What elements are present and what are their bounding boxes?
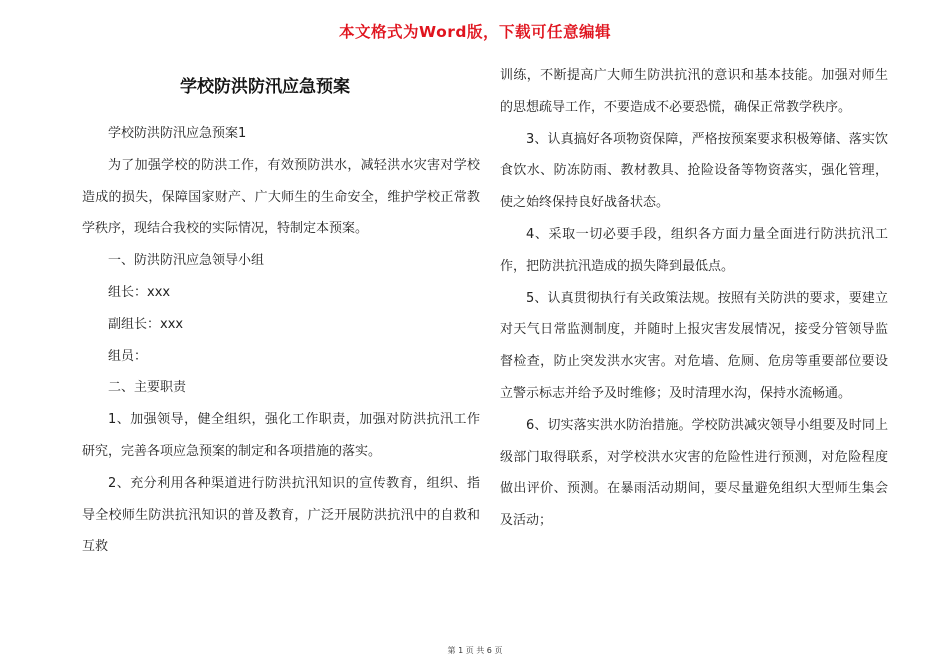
leader-line: 组长：xxx — [108, 284, 171, 300]
section-heading: 二、主要职责 — [108, 380, 187, 396]
continued-paragraph: 训练，不断提高广大师生防洪抗汛的意识和基本技能。加强对师生的思想疏导工作，不要造成不必要恐慌，确保正常教学秩序。 — [500, 68, 888, 115]
section-heading: 一、防洪防汛应急领导小组 — [108, 253, 265, 269]
duty-paragraph: 6、切实落实洪水防治措施。学校防洪减灾领导小组要及时同上级部门取得联系，对学校洪水灾害的危险性进行预测，对危险程度做出评价、预测。在暴雨活动期间，要尽量避免组织大型师生集会及活动； — [500, 417, 888, 529]
right-column — [500, 60, 888, 537]
duty-paragraph: 2、充分利用各种渠道进行防洪抗汛知识的宣传教育，组织、指导全校师生防洪抗汛知识的普及教育，广泛开展防洪抗汛中的自救和互救 — [82, 475, 480, 555]
duty-paragraph: 1、加强领导，健全组织，强化工作职责，加强对防洪抗汛工作研究，完善各项应急预案的制定和各项措施的落实。 — [82, 412, 480, 459]
duty-paragraph: 5、认真贯彻执行有关政策法规。按照有关防洪的要求，要建立对天气日常监测制度，并随时上报灾害发展情况，接受分管领导监督检查，防止突发洪水灾害。对危墙、危厕、危房等重要部位要设立警示标志并给予及时维修；及时清理水沟，保持水流畅通。 — [500, 290, 888, 401]
document-title: 学校防洪防汛应急预案 — [180, 77, 350, 97]
subtitle-paragraph: 学校防洪防汛应急预案1 — [108, 126, 247, 141]
format-notice-banner: 本文格式为Word版，下载可任意编辑 — [339, 23, 611, 41]
left-column — [82, 118, 480, 563]
page-number-footer: 第 1 页 共 6 页 — [447, 646, 503, 655]
intro-paragraph: 为了加强学校的防洪工作，有效预防洪水，减轻洪水灾害对学校造成的损失，保障国家财产、广大师生的生命安全，维护学校正常教学秩序，现结合我校的实际情况，特制定本预案。 — [82, 157, 480, 237]
deputy-leader-line: 副组长：xxx — [108, 316, 184, 332]
duty-paragraph: 4、采取一切必要手段，组织各方面力量全面进行防洪抗汛工作，把防洪抗汛造成的损失降到最低点。 — [500, 226, 888, 274]
members-line: 组员： — [108, 348, 148, 364]
duty-paragraph: 3、认真搞好各项物资保障，严格按预案要求积极筹储、落实饮食饮水、防冻防雨、教材教具、抢险设备等物资落实，强化管理，使之始终保持良好战备状态。 — [500, 131, 888, 211]
